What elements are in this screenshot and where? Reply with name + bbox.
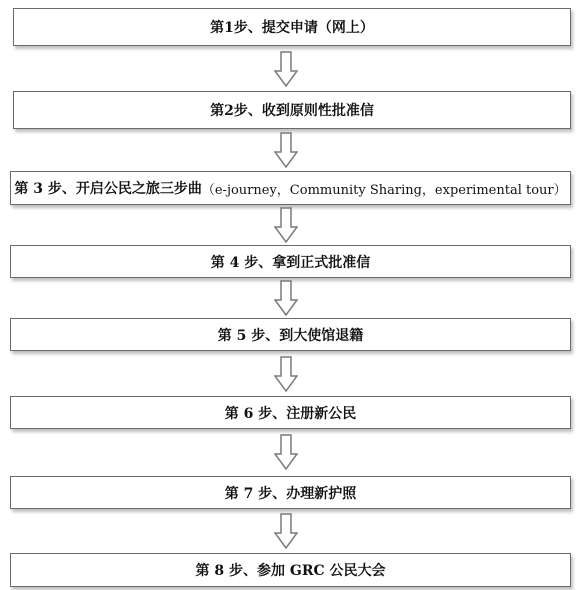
step-3-label: 第 3 步、开启公民之旅三步曲 bbox=[14, 181, 202, 197]
down-arrow-icon bbox=[274, 207, 298, 243]
down-arrow-icon bbox=[274, 434, 298, 470]
down-arrow-icon bbox=[274, 132, 298, 168]
step-4-label: 第 4 步、拿到正式批准信 bbox=[210, 254, 371, 271]
down-arrow-icon bbox=[274, 356, 298, 392]
step-1-box bbox=[13, 8, 571, 46]
down-arrow-icon bbox=[274, 51, 298, 87]
step-6-label: 第 6 步、注册新公民 bbox=[224, 405, 357, 422]
step-8-box bbox=[10, 553, 571, 587]
step-2-label: 第2步、收到原则性批准信 bbox=[210, 103, 374, 119]
step-3-box bbox=[10, 171, 571, 205]
step-4-box bbox=[10, 245, 571, 278]
step-8-label: 第 8 步、参加 GRC 公民大会 bbox=[195, 563, 386, 579]
step-7-box bbox=[10, 476, 571, 509]
step-2-box bbox=[13, 91, 571, 129]
step-7-label: 第 7 步、办理新护照 bbox=[224, 485, 357, 502]
step-5-box bbox=[10, 318, 571, 351]
down-arrow-icon bbox=[274, 513, 298, 549]
step-5-label: 第 5 步、到大使馆退籍 bbox=[217, 327, 364, 344]
step-6-box bbox=[10, 396, 571, 429]
down-arrow-icon bbox=[274, 280, 298, 316]
step-3-extra: （e-journey，Community Sharing，experimental tour） bbox=[201, 182, 567, 198]
step-1-label: 第1步、提交申请（网上） bbox=[210, 20, 374, 36]
